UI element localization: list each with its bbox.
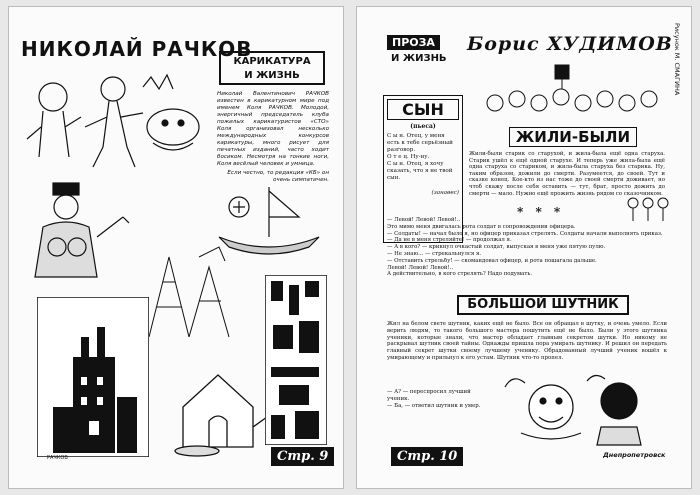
city-caption: Днепропетровск: [603, 451, 666, 459]
factory-chimney-illustration: [37, 297, 149, 457]
soldiers-story: [387, 217, 667, 278]
bio-paragraph: Николай Валентинович РАЧКОВ известен в карикатурном мире под именем Коля РАЧКОВ. Молодой, энергичный председатель клуба пожилых карикатуристов «СТО» Коля организовал несколько международных конкурсов карикатуры, много рисует для печатных изданий, часто ходит босиком. Несмотря на тонкие ноги, Коля весёлый человек и умница.: [217, 91, 329, 167]
section-separator: * * *: [517, 205, 565, 219]
story-line: — Отставить стрельбу! — скомандовал офицер, и рота пошагала дальше.: [387, 257, 597, 264]
author-bio: [217, 91, 329, 186]
left-rubric-line1: КАРИКАТУРА: [233, 56, 311, 67]
story-line: — Ба, — ответил шутник и умер.: [387, 402, 481, 409]
right-rubric-line1: ПРОЗА: [387, 35, 440, 50]
right-page: [356, 6, 692, 489]
story-line: — Не знаю... — стрекальнулся я.: [387, 250, 482, 257]
vertical-strip-illustration: [265, 275, 327, 445]
story-line: — А в кого? — крикнул очкастый солдат, выпуская в меня уже пятую пулю.: [387, 244, 606, 251]
left-page-number: Стр. 9: [271, 447, 334, 466]
cartoon-characters-illustration: [23, 67, 213, 177]
doghouse-illustration: [163, 357, 273, 457]
story-line: — Левой! Левой! Левой!..: [387, 217, 461, 223]
big-joker-title: БОЛЬШОЙ ШУТНИК: [457, 295, 629, 315]
big-joker-text: Жил на белом свете шутник, каких ещё не было. Все он обращал в шутку, и очень умело. Если верить людям, то такого большого мастера пошутить ещё не было. Были у этого шутника ученики, которые знали, что мастер обладает главным секретом шутки. Но никому не раскрывал шутник своей тайны. Однажды пришла пора умирать шутнику. И решил он передать главный секрет шутки своему лучшему ученику. Обрадованный лучший ученик вошёл к умирающему и прильнул к его устам. Шутник что-то пропел.: [387, 321, 667, 361]
left-rubric-line2: И ЖИЗНЬ: [244, 70, 300, 81]
zhili-byli-text: Жили-были старик со старухой, и жила-была ещё одна старуха. Старик ушёл к ещё одной старухе. И теперь уже жила-была ещё одна старуха со стариком, и жила-была старуха без старика. Ну, таким образом, дожили до смерти. Разумеется, до своей. Тут и сказке конец. Кое-кто из нас тоже до своей смерти доживает, но чтоб скажу после себя оставить — тут, брат, просто дожить до смерти — мало. Нужно ещё прожить жизнь рядом со сказочником.: [469, 151, 665, 197]
left-page-title: НИКОЛАЙ РАЧКОВ: [21, 37, 253, 61]
syn-curtain: (занавес): [431, 190, 459, 196]
bio-note: Если честно, то редакция «КБ» он очень симпатичен.: [227, 170, 329, 183]
syn-line: О т е ц. Ну-ну.: [387, 154, 430, 160]
crowd-cartoon-illustration: [475, 63, 665, 123]
story-line: — Да не в меня стреляйте! — продолжал я.: [387, 237, 512, 244]
story-line: Это мимо меня двигалась рота солдат в сопровождении офицера.: [387, 223, 576, 230]
syn-line: С ы н. Отец, я хочу сказать, что я не твой сын.: [387, 161, 453, 181]
story-line: Левой! Левой! Левой!..: [387, 264, 454, 271]
artist-signature: РАЧКОВ: [47, 455, 68, 461]
right-page-author: Борис ХУДИМОВ: [467, 33, 673, 55]
left-page: [8, 6, 344, 489]
syn-line: С ы н. Отец, у меня есть к тебе серьёзный разговор.: [387, 133, 453, 153]
right-rubric-line2: И ЖИЗНЬ: [391, 53, 447, 64]
syn-title: СЫН: [387, 99, 459, 120]
illustration-credit: Рисунок М. СМАГИНА: [673, 23, 681, 96]
zhili-byli-title: ЖИЛИ-БЫЛИ: [509, 127, 637, 147]
story-line: — А? — переспросил лучший ученик.: [387, 389, 471, 402]
nurse-cartoon-illustration: [23, 177, 133, 287]
syn-dialogue: [387, 133, 459, 182]
story-line: — Солдаты! — начал было я, но офицер приказал стрелять. Солдаты начали выполнять приказ.: [387, 230, 663, 237]
syn-subtitle: (пьеса): [410, 123, 436, 130]
big-joker-ending: [387, 389, 487, 409]
story-line: А действительно, в кого стрелять? Надо подумать.: [387, 271, 533, 278]
right-page-number: Стр. 10: [391, 447, 463, 466]
joker-cartoon-illustration: [491, 367, 667, 447]
left-rubric-box: [219, 51, 325, 85]
